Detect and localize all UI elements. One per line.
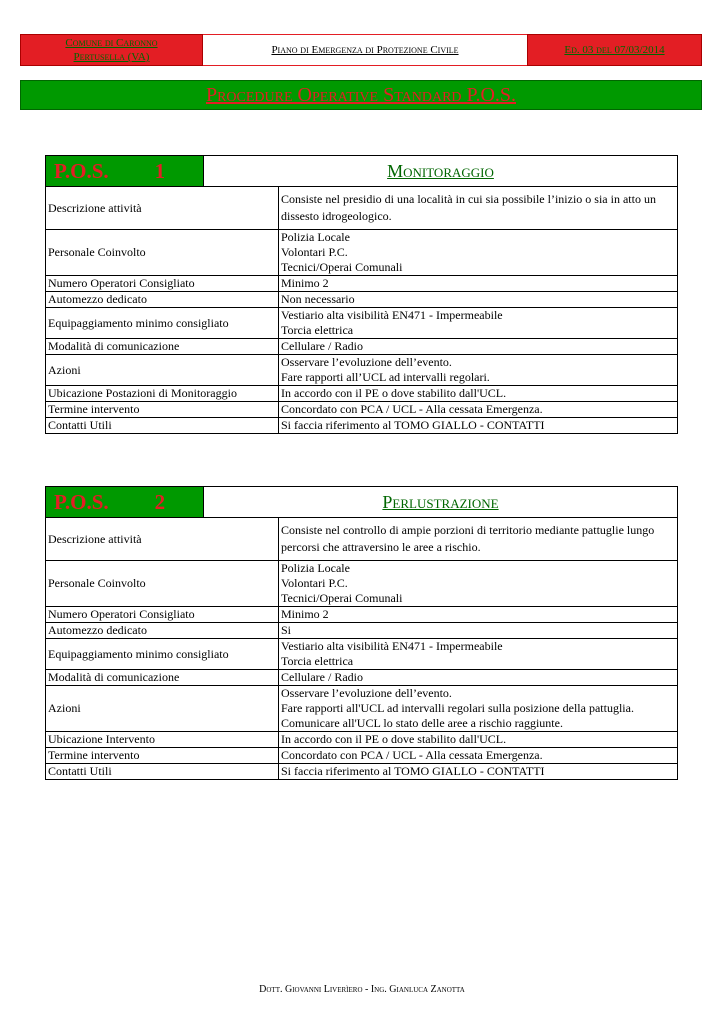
value-line: Si faccia riferimento al TOMO GIALLO - CONTATTI: [281, 418, 545, 432]
row-value: [279, 230, 677, 275]
value-line: Concordato con PCA / UCL - Alla cessata Emergenza.: [281, 402, 543, 416]
row-value: [279, 518, 677, 560]
table-row: [46, 748, 677, 764]
value-line: Consiste nel presidio di una località in cui sia possibile l’inizio o sia in atto un: [281, 192, 656, 206]
row-value: [279, 732, 677, 747]
row-value: [279, 292, 677, 307]
row-label: Termine intervento: [46, 748, 279, 763]
table-row: [46, 639, 677, 670]
table-row: [46, 308, 677, 339]
row-value: [279, 748, 677, 763]
value-line: Polizia Locale: [281, 230, 350, 244]
table-row: [46, 732, 677, 748]
row-value: [279, 187, 677, 229]
document-header: [20, 34, 702, 66]
value-line: Torcia elettrica: [281, 654, 354, 668]
table-row: [46, 187, 677, 230]
row-value: [279, 418, 677, 433]
row-value: [279, 339, 677, 354]
value-line: Consiste nel controllo di ampie porzioni di territorio mediante pattuglie lungo: [281, 523, 655, 537]
row-label: Numero Operatori Consigliato: [46, 607, 279, 622]
row-label: Automezzo dedicato: [46, 292, 279, 307]
municipality-label: [20, 34, 203, 66]
row-value: [279, 764, 677, 779]
table-row: [46, 623, 677, 639]
pos-header: [46, 487, 677, 518]
value-line: Volontari P.C.: [281, 576, 348, 590]
pos-rows: [46, 187, 677, 433]
value-line: Osservare l’evoluzione dell’evento.: [281, 355, 452, 369]
value-line: Minimo 2: [281, 276, 329, 290]
row-value: [279, 561, 677, 606]
table-row: [46, 339, 677, 355]
value-line: Torcia elettrica: [281, 323, 354, 337]
table-row: [46, 386, 677, 402]
municipality-line1: Comune di Caronno: [65, 37, 158, 49]
value-line: dissesto idrogeologico.: [281, 209, 392, 223]
row-label: Personale Coinvolto: [46, 561, 279, 606]
page-footer: Dott. Giovanni Liverìero - Ing. Gianluca Zanotta: [259, 984, 465, 995]
row-value: [279, 607, 677, 622]
row-label: Azioni: [46, 355, 279, 385]
row-value: [279, 639, 677, 669]
row-value: [279, 276, 677, 291]
pos-table-monitoraggio: [45, 155, 678, 434]
value-line: Vestiario alta visibilità EN471 - Impermeabile: [281, 639, 503, 653]
row-label: Automezzo dedicato: [46, 623, 279, 638]
table-row: [46, 418, 677, 433]
table-row: [46, 686, 677, 732]
row-label: Azioni: [46, 686, 279, 731]
value-line: percorsi che attraversino le aree a rischio.: [281, 540, 481, 554]
table-row: [46, 355, 677, 386]
table-row: [46, 670, 677, 686]
row-label: Modalità di comunicazione: [46, 670, 279, 685]
table-row: [46, 276, 677, 292]
row-value: [279, 623, 677, 638]
value-line: Si faccia riferimento al TOMO GIALLO - CONTATTI: [281, 764, 545, 778]
table-row: [46, 561, 677, 607]
value-line: In accordo con il PE o dove stabilito dall'UCL.: [281, 732, 507, 746]
plan-title: Piano di Emergenza di Protezione Civile: [203, 34, 527, 66]
pos-number-cell: P.O.S. 2: [46, 487, 204, 517]
value-line: Volontari P.C.: [281, 245, 348, 259]
row-label: Equipaggiamento minimo consigliato: [46, 308, 279, 338]
table-row: [46, 402, 677, 418]
row-label: Ubicazione Intervento: [46, 732, 279, 747]
value-line: Cellulare / Radio: [281, 670, 363, 684]
value-line: Polizia Locale: [281, 561, 350, 575]
table-row: [46, 292, 677, 308]
value-line: Osservare l’evoluzione dell’evento.: [281, 686, 452, 700]
value-line: Cellulare / Radio: [281, 339, 363, 353]
table-row: [46, 230, 677, 276]
row-label: Equipaggiamento minimo consigliato: [46, 639, 279, 669]
row-label: Descrizione attività: [46, 187, 279, 229]
row-value: [279, 355, 677, 385]
row-value: [279, 402, 677, 417]
table-row: [46, 518, 677, 561]
row-label: Termine intervento: [46, 402, 279, 417]
municipality-line2: Pertusella (VA): [73, 51, 150, 63]
pos-name: Monitoraggio: [387, 160, 494, 181]
value-line: Tecnici/Operai Comunali: [281, 260, 403, 274]
value-line: Comunicare all'UCL lo stato delle aree a rischio raggiunte.: [281, 716, 563, 730]
table-row: [46, 607, 677, 623]
pos-number-cell: P.O.S. 1: [46, 156, 204, 186]
row-value: [279, 670, 677, 685]
row-label: Contatti Utili: [46, 764, 279, 779]
value-line: Vestiario alta visibilità EN471 - Impermeabile: [281, 308, 503, 322]
row-label: Numero Operatori Consigliato: [46, 276, 279, 291]
value-line: Minimo 2: [281, 607, 329, 621]
value-line: Non necessario: [281, 292, 355, 306]
value-line: Si: [281, 623, 292, 637]
row-value: [279, 686, 677, 731]
row-value: [279, 308, 677, 338]
value-line: Fare rapporti all'UCL ad intervalli regolari sulla posizione della pattuglia.: [281, 701, 634, 715]
row-label: Modalità di comunicazione: [46, 339, 279, 354]
value-line: Concordato con PCA / UCL - Alla cessata Emergenza.: [281, 748, 543, 762]
table-row: [46, 764, 677, 779]
edition-label: Ed. 03 del 07/03/2014: [527, 34, 702, 66]
value-line: Tecnici/Operai Comunali: [281, 591, 403, 605]
pos-table-perlustrazione: [45, 486, 678, 780]
pos-rows: [46, 518, 677, 779]
row-label: Descrizione attività: [46, 518, 279, 560]
pos-header: [46, 156, 677, 187]
value-line: In accordo con il PE o dove stabilito dall'UCL.: [281, 386, 507, 400]
value-line: Fare rapporti all’UCL ad intervalli regolari.: [281, 370, 490, 384]
row-label: Contatti Utili: [46, 418, 279, 433]
page-title: Procedure Operative Standard P.O.S.: [20, 80, 702, 110]
row-label: Personale Coinvolto: [46, 230, 279, 275]
pos-name: Perlustrazione: [382, 491, 499, 512]
row-value: [279, 386, 677, 401]
row-label: Ubicazione Postazioni di Monitoraggio: [46, 386, 279, 401]
